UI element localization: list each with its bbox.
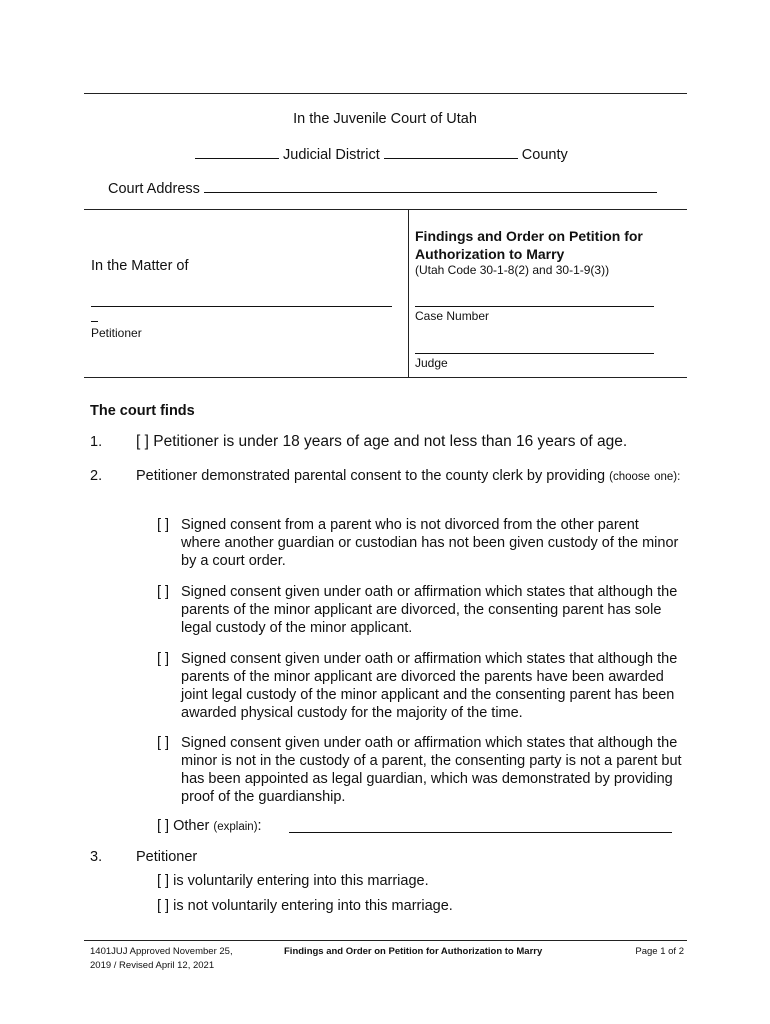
item2-note-b: one) [654,471,678,483]
footer-page-info: Page 1 of 2 [635,946,684,957]
in-the-matter-of: In the Matter of [91,258,189,274]
consent-option-4-checkbox[interactable]: [ ] [157,735,170,751]
consent-option-1 [157,516,682,570]
item2-note-a: (choose [609,471,651,483]
petitioner-name-field[interactable] [91,306,392,307]
consent-option-4 [157,734,682,806]
county-field[interactable] [384,144,518,159]
consent-option-3 [157,650,682,722]
form-title-line2: Authorization to Marry [415,246,565,262]
item3-number: 3. [90,849,103,865]
consent-option-2-text: Signed consent given under oath or affirmation which states that although the parents of the minor applicant are divorced, the consenting parent has sole legal custody of the minor applicant. [181,584,678,636]
consent-option-4-text: Signed consent given under oath or affirmation which states that although the minor is not in the custody of a parent, the consenting party is not a parent but has been appointed as legal guardian, which was demonstrated by providing proof of the guardianship. [181,735,682,805]
form-title-line1: Findings and Order on Petition for [415,228,643,244]
other-colon: : [257,818,262,834]
item2-text: Petitioner demonstrated parental consent to the county clerk by providing [136,468,606,484]
item1-number: 1. [90,434,103,450]
petitioner-label: Petitioner [91,326,142,340]
not-voluntary-checkbox[interactable]: [ ] [157,898,170,914]
item2-colon: : [677,471,681,483]
voluntary-option [157,873,429,889]
other-checkbox[interactable]: [ ] [157,818,170,834]
consent-option-3-text: Signed consent given under oath or affirmation which states that although the parents of the minor applicant are divorced the parents have been awarded joint legal custody of the minor applicant and the consenting parent has been awarded physical custody for the majority of the time. [181,651,678,721]
court-address-label: Court Address [108,181,200,197]
consent-option-1-text: Signed consent from a parent who is not divorced from the other parent where another guardian or custodian has not been given custody of the minor by a court order. [181,517,679,569]
judge-field[interactable] [415,353,654,354]
consent-option-1-checkbox[interactable]: [ ] [157,517,170,533]
case-number-field[interactable] [415,306,654,307]
consent-option-2-checkbox[interactable]: [ ] [157,584,170,600]
voluntary-checkbox[interactable]: [ ] [157,873,170,889]
top-rule [84,93,687,94]
court-address-field[interactable] [204,178,657,193]
not-voluntary-option [157,898,453,914]
other-option [157,818,262,834]
district-county-line [195,144,568,163]
judge-label: Judge [415,356,448,370]
petitioner-underscore [91,321,98,322]
not-voluntary-text: is not voluntarily entering into this marriage. [173,898,453,914]
other-note: (explain) [213,821,258,833]
judicial-district-field[interactable] [195,144,279,159]
consent-option-3-checkbox[interactable]: [ ] [157,651,170,667]
item2-text-block [136,467,681,486]
code-citation: (Utah Code 30-1-8(2) and 30-1-9(3)) [415,263,610,277]
footer-form-id [90,945,233,973]
item1-checkbox[interactable]: [ ] [136,433,149,450]
item2-number: 2. [90,468,103,484]
caption-divider [408,209,409,377]
caption-top-rule [84,209,687,210]
caption-bottom-rule [84,377,687,378]
court-finds-heading: The court finds [90,403,195,419]
item1-text: Petitioner is under 18 years of age and not less than 16 years of age. [153,433,628,450]
other-label: Other [173,818,210,834]
court-address-line [108,178,657,197]
form-title [415,227,643,263]
court-title: In the Juvenile Court of Utah [293,111,477,127]
footer-form-name: Findings and Order on Petition for Authorization to Marry [284,946,543,957]
consent-option-2 [157,583,682,637]
voluntary-text: is voluntarily entering into this marriage. [173,873,429,889]
item3-label: Petitioner [136,849,198,865]
footer-rule [84,940,687,941]
judicial-district-label: Judicial District [283,147,380,163]
item1 [136,433,627,451]
footer-form-id-line1: 1401JUJ Approved November 25, [90,946,233,957]
other-explain-field[interactable] [289,832,672,833]
footer-form-id-line2: 2019 / Revised April 12, 2021 [90,960,215,971]
county-label: County [521,147,568,163]
case-number-label: Case Number [415,309,490,323]
